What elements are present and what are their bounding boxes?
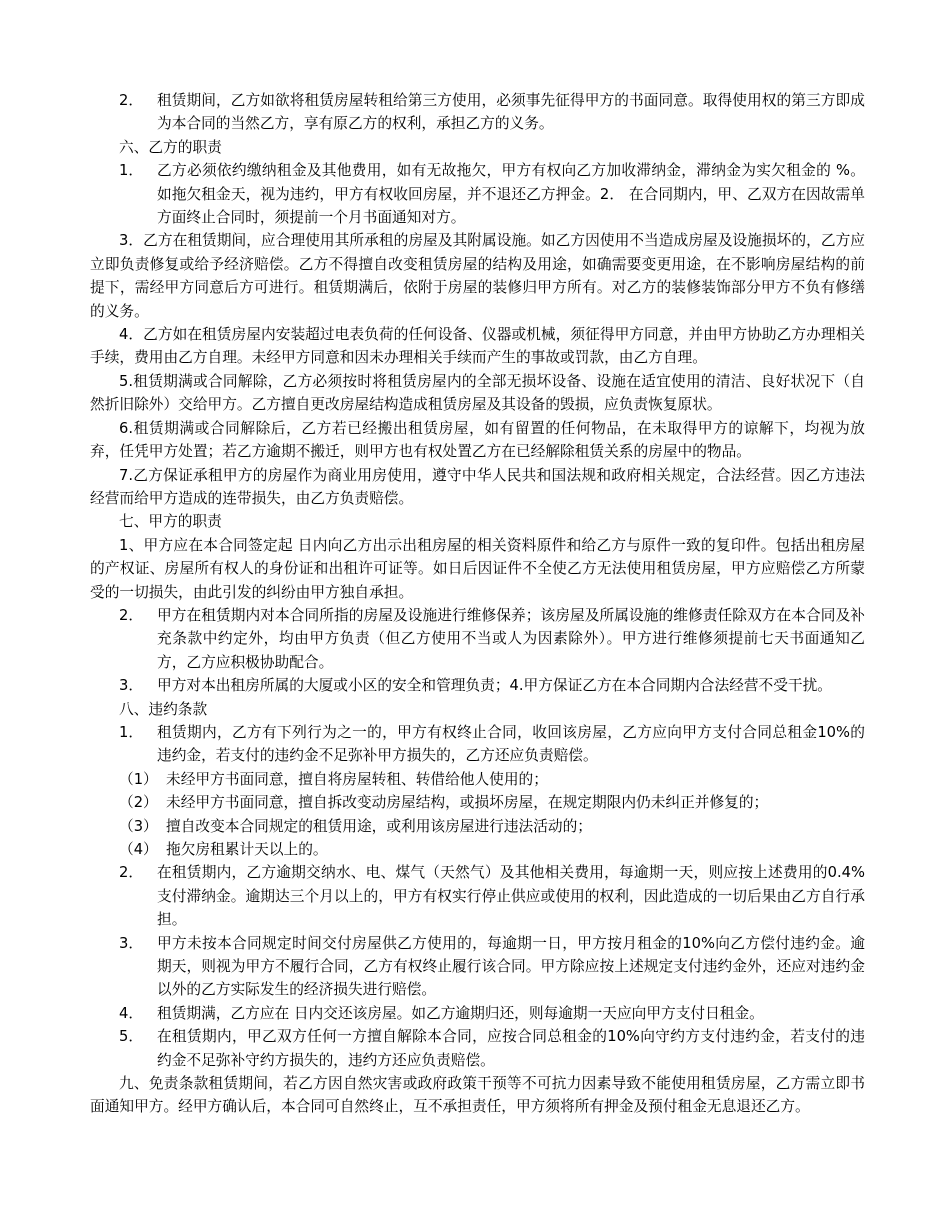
- clause-number: 2．: [119, 864, 144, 882]
- document-body: [90, 89, 865, 1119]
- clause-text: 乙方必须依约缴纳租金及其他费用，如有无故拖欠，甲方有权向乙方加收滞纳金，滞纳金为实欠租金的 %。如拖欠租金天，视为违约，甲方有权收回房屋，并不退还乙方押金。2． 在合同期内，甲、乙双方在因故需单方面终止合同时，须提前一个月书面通知对方。: [157, 162, 865, 227]
- clause-7-1: 1、甲方应在本合同签定起 日内向乙方出示出租房屋的相关资料原件和给乙方与原件一致的复印件。包括出租房屋的产权证、房屋所有权人的身份证和出租许可证等。如日后因证件不全使乙方无法使用租赁房屋，甲方应赔偿乙方所蒙受的一切损失，由此引发的纠纷由甲方独自承担。: [90, 536, 865, 601]
- clause-number: 5．: [119, 1028, 144, 1046]
- clause-text: 在租赁期内，甲乙双方任何一方擅自解除本合同，应按合同总租金的10%向守约方支付违约金，若支付的违约金不足弥补守约方损失的，违约方还应负责赔偿。: [157, 1028, 865, 1069]
- sub-clause-number: （3）: [119, 817, 158, 835]
- clause-6-6: 6.租赁期满或合同解除后，乙方若已经搬出租赁房屋，如有留置的任何物品，在未取得甲方的谅解下，均视为放弃，任凭甲方处置；若乙方逾期不搬迁，则甲方也有权处置乙方在已经解除租赁关系的房屋中的物品。: [90, 419, 865, 461]
- clause-8-2: [90, 861, 865, 931]
- sub-clause-number: （2）: [119, 794, 158, 812]
- clause-5-2: [90, 89, 865, 136]
- sub-clause-number: （1）: [119, 770, 158, 788]
- sub-clause-2: [90, 791, 865, 814]
- clause-6-7: 7.乙方保证承租甲方的房屋作为商业用房使用，遵守中华人民共和国法规和政府相关规定，合法经营。因乙方违法经营而给甲方造成的连带损失，由乙方负责赔偿。: [90, 466, 865, 507]
- clause-6-3: 3．乙方在租赁期间，应合理使用其所承租的房屋及其附属设施。如乙方因使用不当造成房屋及设施损坏的，乙方应立即负责修复或给予经济赔偿。乙方不得擅自改变租赁房屋的结构及用途，如确需要变更用途，在不影响房屋结构的前提下，需经甲方同意后方可进行。租赁期满后，依附于房屋的装修归甲方所有。对乙方的装修装饰部分甲方不负有修缮的义务。: [90, 232, 865, 320]
- clause-7-2: [90, 604, 865, 674]
- clause-6-1: [90, 159, 865, 229]
- clause-text: 甲方对本出租房所属的大厦或小区的安全和管理负责；4.甲方保证乙方在本合同期内合法经营不受干扰。: [157, 677, 832, 695]
- clause-text: 租赁期满，乙方应在 日内交还该房屋。如乙方逾期归还，则每逾期一天应向甲方支付日租金。: [157, 1004, 764, 1022]
- clause-text: 租赁期间，乙方如欲将租赁房屋转租给第三方使用，必须事先征得甲方的书面同意。取得使用权的第三方即成为本合同的当然乙方，享有原乙方的权利，承担乙方的义务。: [157, 92, 865, 133]
- clause-number: 3．: [119, 934, 144, 952]
- section-9-exemption: 九、免责条款租赁期间，若乙方因自然灾害或政府政策干预等不可抗力因素导致不能使用租赁房屋，乙方需立即书面通知甲方。经甲方确认后，本合同可自然终止，互不承担责任，甲方须将所有押金及预付租金无息退还乙方。: [90, 1075, 865, 1116]
- clause-text: 甲方未按本合同规定时间交付房屋供乙方使用的，每逾期一日，甲方按月租金的10%向乙方偿付违约金。逾期天，则视为甲方不履行合同，乙方有权终止履行该合同。甲方除应按上述规定支付违约金外，还应对违约金以外的乙方实际发生的经济损失进行赔偿。: [157, 934, 865, 999]
- section-heading-7: 七、甲方的职责: [119, 513, 222, 531]
- sub-clause-text: 未经甲方书面同意，擅自将房屋转租、转借给他人使用的；: [166, 770, 548, 788]
- sub-clause-4: [90, 838, 865, 861]
- sub-clause-1: [90, 768, 865, 791]
- clause-number: 3．: [119, 677, 144, 695]
- clause-8-4: [90, 1002, 865, 1025]
- clause-number: 1．: [119, 723, 144, 741]
- clause-text: 租赁期内，乙方有下列行为之一的，甲方有权终止合同，收回该房屋，乙方应向甲方支付合同总租金10%的违约金，若支付的违约金不足弥补甲方损失的，乙方还应负责赔偿。: [157, 723, 865, 765]
- clause-8-5: [90, 1025, 865, 1072]
- clause-text: 甲方在租赁期内对本合同所指的房屋及设施进行维修保养；该房屋及所属设施的维修责任除双方在本合同及补充条款中约定外，均由甲方负责（但乙方使用不当或人为因素除外）。甲方进行维修须提前七天书面通知乙方，乙方应积极协助配合。: [157, 606, 865, 671]
- sub-clause-text: 未经甲方书面同意，擅自拆改变动房屋结构，或损坏房屋，在规定期限内仍未纠正并修复的；: [166, 794, 769, 812]
- sub-clause-3: [90, 815, 865, 838]
- clause-text: 在租赁期内，乙方逾期交纳水、电、煤气（天然气）及其他相关费用，每逾期一天，则应按上述费用的0.4%支付滞纳金。逾期达三个月以上的，甲方有权实行停止供应或使用的权利，因此造成的一切后果由乙方自行承担。: [157, 864, 865, 929]
- clause-6-5: 5.租赁期满或合同解除，乙方必须按时将租赁房屋内的全部无损坏设备、设施在适宜使用的清洁、良好状况下（自然折旧除外）交给甲方。乙方擅自更改房屋结构造成租赁房屋及其设备的毁损，应负责恢复原状。: [90, 372, 865, 414]
- section-heading-8: 八、违约条款: [119, 700, 208, 718]
- clause-7-3: [90, 674, 865, 697]
- clause-8-3: [90, 932, 865, 1002]
- clause-number: 2．: [119, 606, 144, 624]
- sub-clause-text: 擅自改变本合同规定的租赁用途，或利用该房屋进行违法活动的；: [166, 817, 592, 835]
- sub-clause-number: （4）: [119, 841, 158, 858]
- section-heading-6: 六、乙方的职责: [119, 138, 222, 156]
- clause-6-4: 4．乙方如在租赁房屋内安装超过电表负荷的任何设备、仪器或机械，须征得甲方同意，并由甲方协助乙方办理相关手续，费用由乙方自理。未经甲方同意和因未办理相关手续而产生的事故或罚款，由乙方自理。: [90, 326, 865, 367]
- clause-number: 2．: [119, 92, 144, 109]
- sub-clause-text: 拖欠房租累计天以上的。: [166, 841, 328, 858]
- clause-8-1: [90, 721, 865, 768]
- clause-number: 1．: [119, 162, 144, 180]
- clause-number: 4．: [119, 1004, 144, 1022]
